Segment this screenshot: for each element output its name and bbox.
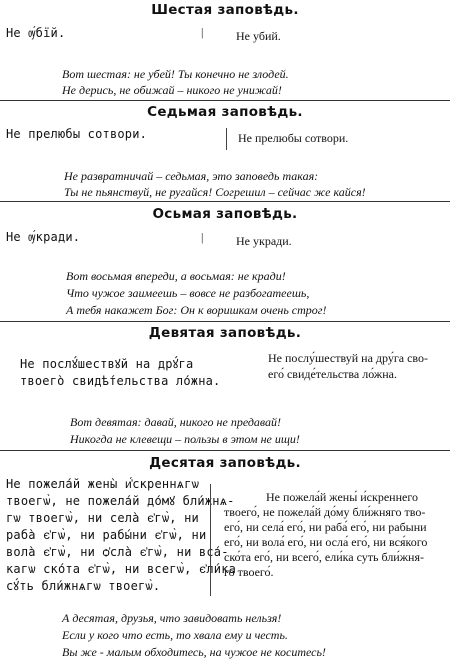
verse-tenth-line-1: А десятая, друзья, что завидовать нельзя! (62, 611, 282, 625)
column-divider (210, 484, 211, 596)
slavonic-ninth-line-2: твоего̀ свидѣ́тельства ло́жна. (20, 374, 221, 388)
modern-tenth-line-1: Не пожела́й жены́ и́скреннего (266, 490, 418, 504)
verse-ninth-line-1: Вот девятая: давай, никого не предавай! (70, 415, 282, 429)
verse-eighth-line-1: Вот восьмая впереди, а восьмая: не кради! (66, 269, 286, 283)
slavonic-tenth-line-2: твоегѡ̀, не пожела́й до́мꙋ бли́жнѧ- (6, 494, 235, 508)
slavonic-seventh: Не прелюбы сотвори. (6, 127, 148, 141)
slavonic-tenth-line-6: кагѡ ско́та є҆гѡ̀, ни всегѡ̀, є҆ли́ка (6, 562, 237, 576)
verse-eighth-line-2: Что чужое заимеешь – вовсе не разбогатеешь, (66, 286, 310, 300)
heading-ninth: Девятая заповѣдь. (148, 325, 302, 341)
heading-seventh: Седьмая заповѣдь. (147, 104, 303, 120)
modern-ninth-line-1: Не послу́шествуй на дру́га сво- (268, 351, 428, 365)
separator: | (201, 230, 204, 244)
verse-sixth-line-2: Не дерись, не обижай – никого не унижай! (62, 83, 282, 97)
verse-ninth-line-2: Никогда не клевещи – пользы в этом не ищи! (70, 432, 300, 446)
verse-seventh-line-1: Не развратничай – седьмая, это заповедь такая: (64, 169, 319, 183)
slavonic-sixth: Не ѹ́бїй. (6, 26, 66, 40)
modern-ninth-line-2: его́ свиде́тельства ло́жна. (268, 367, 397, 381)
section-divider (0, 100, 450, 101)
section-divider (0, 450, 450, 451)
verse-tenth-line-3: Вы же - малым обходитесь, на чужое не коситесь! (62, 645, 326, 659)
slavonic-tenth-line-5: вола̀ є҆гѡ̀, ни ѻ҆сла̀ є҆гѡ̀, ни вса́- (6, 545, 229, 559)
slavonic-eighth: Не ѹ́кради. (6, 230, 81, 244)
slavonic-tenth-line-4: раба̀ є҆гѡ̀, ни рабы́ни є҆гѡ̀, ни (6, 528, 207, 542)
verse-tenth-line-2: Если у кого что есть, то хвала ему и честь. (62, 628, 288, 642)
modern-tenth-line-3: его́, ни села́ его́, ни раба́ его́, ни рабыни (224, 520, 427, 534)
separator: | (201, 25, 204, 39)
slavonic-tenth-line-1: Не пожела́й жены̀ и҆́скреннѧгѡ (6, 477, 199, 491)
modern-tenth-line-4: его́, ни вола́ его́, ни осла́ его́, ни вся́кого (224, 535, 428, 549)
modern-seventh: Не прелюбы сотвори. (238, 131, 349, 145)
verse-sixth-line-1: Вот шестая: не убей! Ты конечно не злодей. (62, 67, 289, 81)
slavonic-tenth-line-7: сꙋ́ть бли́жнѧгѡ твоегѡ̀. (6, 579, 161, 593)
section-divider (0, 201, 450, 202)
section-divider (0, 321, 450, 322)
heading-sixth: Шестая заповѣдь. (151, 2, 299, 18)
modern-eighth: Не укради. (236, 234, 292, 248)
modern-tenth-line-2: твоего́, не пожела́й до́му бли́жняго тво- (224, 505, 426, 519)
modern-tenth-line-5: ско́та его́, ни всего́, ели́ка суть бли́жня- (224, 550, 424, 564)
verse-seventh-line-2: Ты не пьянствуй, не ругайся! Согрешил – сейчас же кайся! (64, 185, 366, 199)
column-divider (226, 128, 227, 150)
modern-sixth: Не убий. (236, 29, 281, 43)
heading-tenth: Десятая заповѣдь. (149, 455, 301, 471)
slavonic-ninth-line-1: Не послꙋ́шествꙋй на дрꙋ́га (20, 357, 194, 371)
heading-eighth: Осьмая заповѣдь. (152, 206, 298, 222)
slavonic-tenth-line-3: гѡ твоегѡ̀, ни села̀ є҆гѡ̀, ни (6, 511, 199, 525)
verse-eighth-line-3: А тебя накажет Бог: Он к воришкам очень строг! (66, 303, 327, 317)
modern-tenth-line-6: го твоего́. (224, 565, 274, 579)
